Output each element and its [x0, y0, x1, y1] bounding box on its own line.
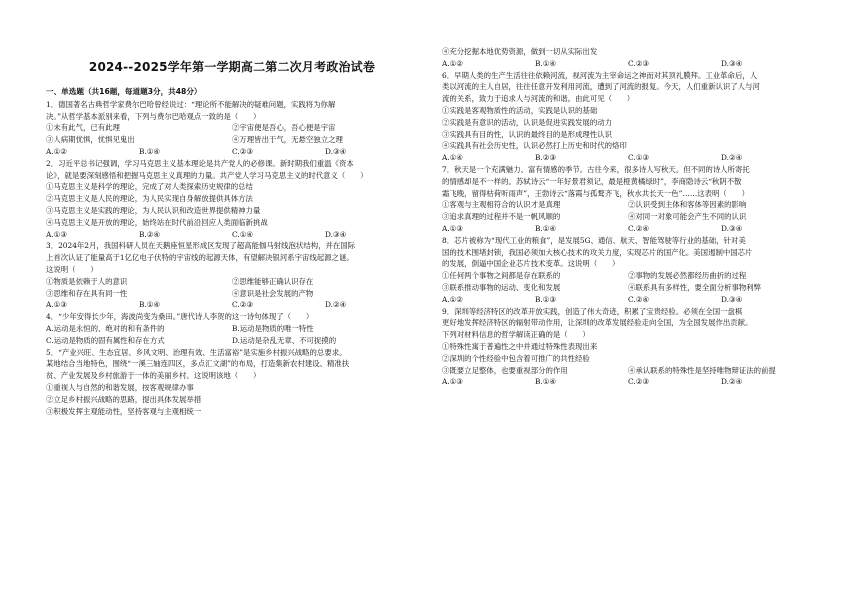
question-block [442, 164, 814, 235]
answer-choice: A.①③ [442, 223, 463, 233]
answer-choice: B.①④ [535, 377, 557, 387]
statement-option: ④联系具有多样性，要全面分析事物利弊 [628, 282, 762, 292]
question-block [442, 46, 814, 70]
question-stem: 5．“产业兴旺、生态宜居、乡风文明、治理有效、生活富裕”是实施乡村振兴战略的总要求。 [46, 347, 347, 357]
answer-choices [442, 152, 814, 164]
answer-choices [442, 376, 814, 388]
answer-choice: C.②④ [628, 294, 649, 304]
statement-options [442, 365, 814, 377]
statement-option: ②事物的发展必然都经历曲折的过程 [628, 271, 747, 281]
question-stem: 1．德国著名古典哲学家费尔巴哈曾经说过：“理论所不能解决的疑难问题，实践将为你解 [46, 99, 336, 109]
answer-choice: A.①② [442, 58, 463, 68]
question-stem: 霜飞晚，留得枯荷听雨声”，王勃诗云“落霞与孤鹜齐飞，秋水共长天一色”……这表明（ ） [442, 188, 749, 198]
statement-options [442, 46, 814, 58]
question-stem: 更好地发挥经济特区的辐射带动作用，让深圳的改革发展经验走向全国，为全国发展作出贡献。 [442, 318, 753, 328]
statement-option: ④对同一对象可能会产生不同的认识 [628, 212, 747, 222]
answer-choice: B.①④ [535, 223, 557, 233]
statement-options [442, 341, 814, 365]
question-stem: 下列对材料信息的哲学解读正确的是（ ） [442, 330, 590, 340]
answer-choice: A.①④ [442, 153, 463, 163]
statement-option: ②实践是有意识的活动，认识是促进实践发展的动力 [442, 117, 612, 127]
answer-choice: A.①② [442, 294, 463, 304]
statement-options [442, 199, 814, 223]
answer-choice: B.①③ [535, 294, 557, 304]
question-block [442, 70, 814, 164]
answer-choice: D.③④ [721, 58, 743, 68]
question-block [46, 240, 418, 311]
statement-option: ②思维能够正确认识存在 [232, 276, 314, 286]
question-block [46, 347, 418, 418]
statement-options [46, 181, 418, 228]
answer-choices [442, 223, 814, 235]
answer-choices [442, 58, 814, 70]
answer-choice: D.③④ [325, 229, 347, 239]
answer-choice: D.②④ [721, 377, 743, 387]
answer-choice: C.①④ [232, 229, 253, 239]
question-stem: 的发展，倒逼中国企业芯片技术变革。这说明（ ） [442, 259, 620, 269]
answer-choice: A.①③ [46, 300, 67, 310]
question-stem: 类以河流的主人自居，往往任意开发利用河流，遭到了河流的报复。今天，人们重新认识了人与河 [442, 82, 760, 92]
answer-choice: B.②④ [139, 229, 161, 239]
question-stem: 上首次认证了能量高于1亿亿电子伏特的宇宙线的起源天体，有望解决银河系宇宙线起源之谜。 [46, 253, 354, 263]
question-block [442, 306, 814, 389]
answer-choice: C.②④ [628, 223, 649, 233]
statement-option: ③人病期忧惧，忧惧见鬼出 [46, 135, 135, 145]
answer-choice: B.①④ [535, 58, 557, 68]
statement-option: ①物质是依赖于人的意识 [46, 276, 128, 286]
question-stem: 9．深圳等经济特区的改革开放实践，创造了伟大奇迹，积累了宝贵经验。必须在全国一盘棋 [442, 306, 743, 316]
statement-option: ④承认联系的特殊性是坚持唯物辩证法的前提 [628, 365, 776, 375]
statement-options [442, 105, 814, 152]
answer-choice: B.①④ [139, 146, 161, 156]
section-heading: 一、单选题（共16题，每道题3分，共48分） [46, 87, 202, 96]
statement-option: ③联系推动事物的运动、变化和发展 [442, 282, 561, 292]
exam-title: 2024--2025学年第一学期高二第二次月考政治试卷 [88, 60, 376, 74]
statement-options [46, 382, 418, 417]
statement-option: A.运动是永恒的、绝对的和有条件的 [46, 323, 165, 333]
answer-choice: C.②③ [628, 377, 649, 387]
statement-options [442, 270, 814, 294]
answer-choice: C.②③ [232, 300, 253, 310]
answer-choice: A.①③ [46, 229, 67, 239]
statement-option: ①未有此气，已有此理 [46, 123, 120, 133]
answer-choices [442, 294, 814, 306]
statement-option: ①任何两个事物之间都是存在联系的 [442, 271, 561, 281]
statement-option: C.运动是物质的固有属性和存在方式 [46, 335, 165, 345]
statement-option: ①马克思主义是科学的理论，完成了对人类探索历史规律的总结 [46, 182, 253, 192]
statement-option: ④马克思主义是开放的理论，始终站在时代前沿回应人类面临新挑战 [46, 217, 268, 227]
statement-option: ②立足乡村振兴战略的思路，提出具体发展举措 [46, 394, 202, 404]
answer-choice: D.③④ [721, 223, 743, 233]
question-block [442, 235, 814, 306]
question-stem: 8．芯片被称为“现代工业的粮食”，是发展5G、通信、航天、智能驾驶等行业的基础，针对美 [442, 235, 746, 245]
answer-choice: B.②③ [535, 153, 557, 163]
question-block [46, 99, 418, 158]
answer-choice: D.③④ [721, 294, 743, 304]
question-stem: 贫、产业发展及乡村旅游于一体的美丽乡村。这说明该地（ ） [46, 371, 261, 381]
answer-choice: A.①② [46, 146, 67, 156]
question-stem: 流的关系，致力于追求人与河流的和谐。由此可见（ ） [442, 94, 635, 104]
answer-choice: C.①③ [628, 153, 649, 163]
answer-choice: C.②③ [628, 58, 649, 68]
answer-choices [46, 146, 418, 158]
question-stem: 6．早期人类的生产生活往往依赖河流，视河流为主宰命运之神而对其顶礼膜拜。工业革命后，人 [442, 70, 758, 80]
question-stem: 3．2024年2月，我国科研人员在天鹅座恒星形成区发现了超高能伽马射线泡状结构，并在国际 [46, 241, 356, 251]
answer-choice: A.①③ [442, 377, 463, 387]
statement-option: ②深圳的个性经验中包含着可推广的共性经验 [442, 353, 590, 363]
statement-option: ④充分挖掘本地优势资源，做到一切从实际出发 [442, 47, 598, 56]
statement-option: ①特殊性寓于普遍性之中并通过特殊性表现出来 [442, 341, 598, 351]
statement-option: ③既要立足整体，也要重视部分的作用 [442, 365, 568, 375]
question-stem: 某地结合当地特色，围绕“一溪三轴连四区，多点汇文湖”的布局，打造集新农村建设、精准扶 [46, 359, 350, 369]
statement-option: ③实践具有目的性，认识的最终目的是形成理性认识 [442, 129, 612, 139]
answer-choice: B.①④ [139, 300, 161, 310]
question-stem: 论》，就是要深刻感悟和把握马克思主义真理的力量。共产党人学习马克思主义的时代意义（ ） [46, 170, 368, 180]
answer-choice: C.②③ [232, 146, 253, 156]
statement-options [46, 122, 418, 146]
statement-option: ③积极发挥主观能动性，坚持客观与主观相统一 [46, 406, 202, 416]
statement-option: ④万理皆出于气，无悬空独立之理 [232, 135, 343, 145]
statement-option: ③思维和存在具有同一性 [46, 288, 128, 298]
question-stem: 决。”从哲学基本派别来看，下列与费尔巴哈观点一致的是（ ） [46, 111, 261, 121]
answer-choices [46, 229, 418, 241]
statement-option: ②宇宙便是吾心，吾心便是宇宙 [232, 123, 336, 133]
statement-options [46, 323, 418, 347]
statement-option: ①实践是客观物质性的活动，实践是认识的基础 [442, 105, 598, 115]
statement-options [46, 276, 418, 300]
statement-option: ②认识受到主体和客体等因素的影响 [628, 200, 747, 210]
question-stem: 2．习近平总书记强调，学习马克思主义基本理论是共产党人的必修课。新时期我们重温《资本 [46, 158, 354, 168]
question-stem: 7．秋天是一个充满魅力、富有情感的季节。古往今来，很多诗人写秋天。但不同的诗人所寄托 [442, 164, 750, 174]
left-column [46, 86, 418, 417]
question-stem: 4．“少年安得长少年，海波尚变为桑田。”唐代诗人李贺的这一诗句体现了（ ） [46, 312, 314, 322]
statement-option: ③马克思主义是实践的理论，为人民认识和改造世界提供精神力量 [46, 205, 261, 215]
question-stem: 的情感却是不一样的。苏轼诗云“一年好景君须记，最是橙黄橘绿时”，李商隐诗云“秋阴不散 [442, 176, 742, 186]
statement-option: ①客观与主观相符合的认识才是真理 [442, 200, 561, 210]
answer-choice: D.③④ [325, 146, 347, 156]
question-block [46, 311, 418, 346]
question-stem: 这说明（ ） [46, 264, 98, 274]
statement-option: ④意识是社会发展的产物 [232, 288, 314, 298]
right-column [442, 46, 814, 388]
statement-option: D.运动是杂乱无章、不可捉摸的 [232, 335, 337, 345]
answer-choices [46, 299, 418, 311]
statement-option: ④实践具有社会历史性，认识必然打上历史和时代的烙印 [442, 141, 627, 151]
statement-option: ②马克思主义是人民的理论，为人民实现自身解放提供具体方法 [46, 194, 253, 204]
answer-choice: D.②④ [325, 300, 347, 310]
statement-option: ③追求真理的过程并不是一帆风顺的 [442, 212, 561, 222]
question-block [46, 158, 418, 241]
answer-choice: D.②④ [721, 153, 743, 163]
statement-option: ①重视人与自然的和谐发展，按客观规律办事 [46, 382, 194, 392]
question-stem: 国的技术围堵封锁，我国必须加大核心技术的攻关力度，实现芯片的国产化。美国遏制中国芯片 [442, 247, 753, 257]
statement-option: B.运动是物质的唯一特性 [232, 323, 314, 333]
